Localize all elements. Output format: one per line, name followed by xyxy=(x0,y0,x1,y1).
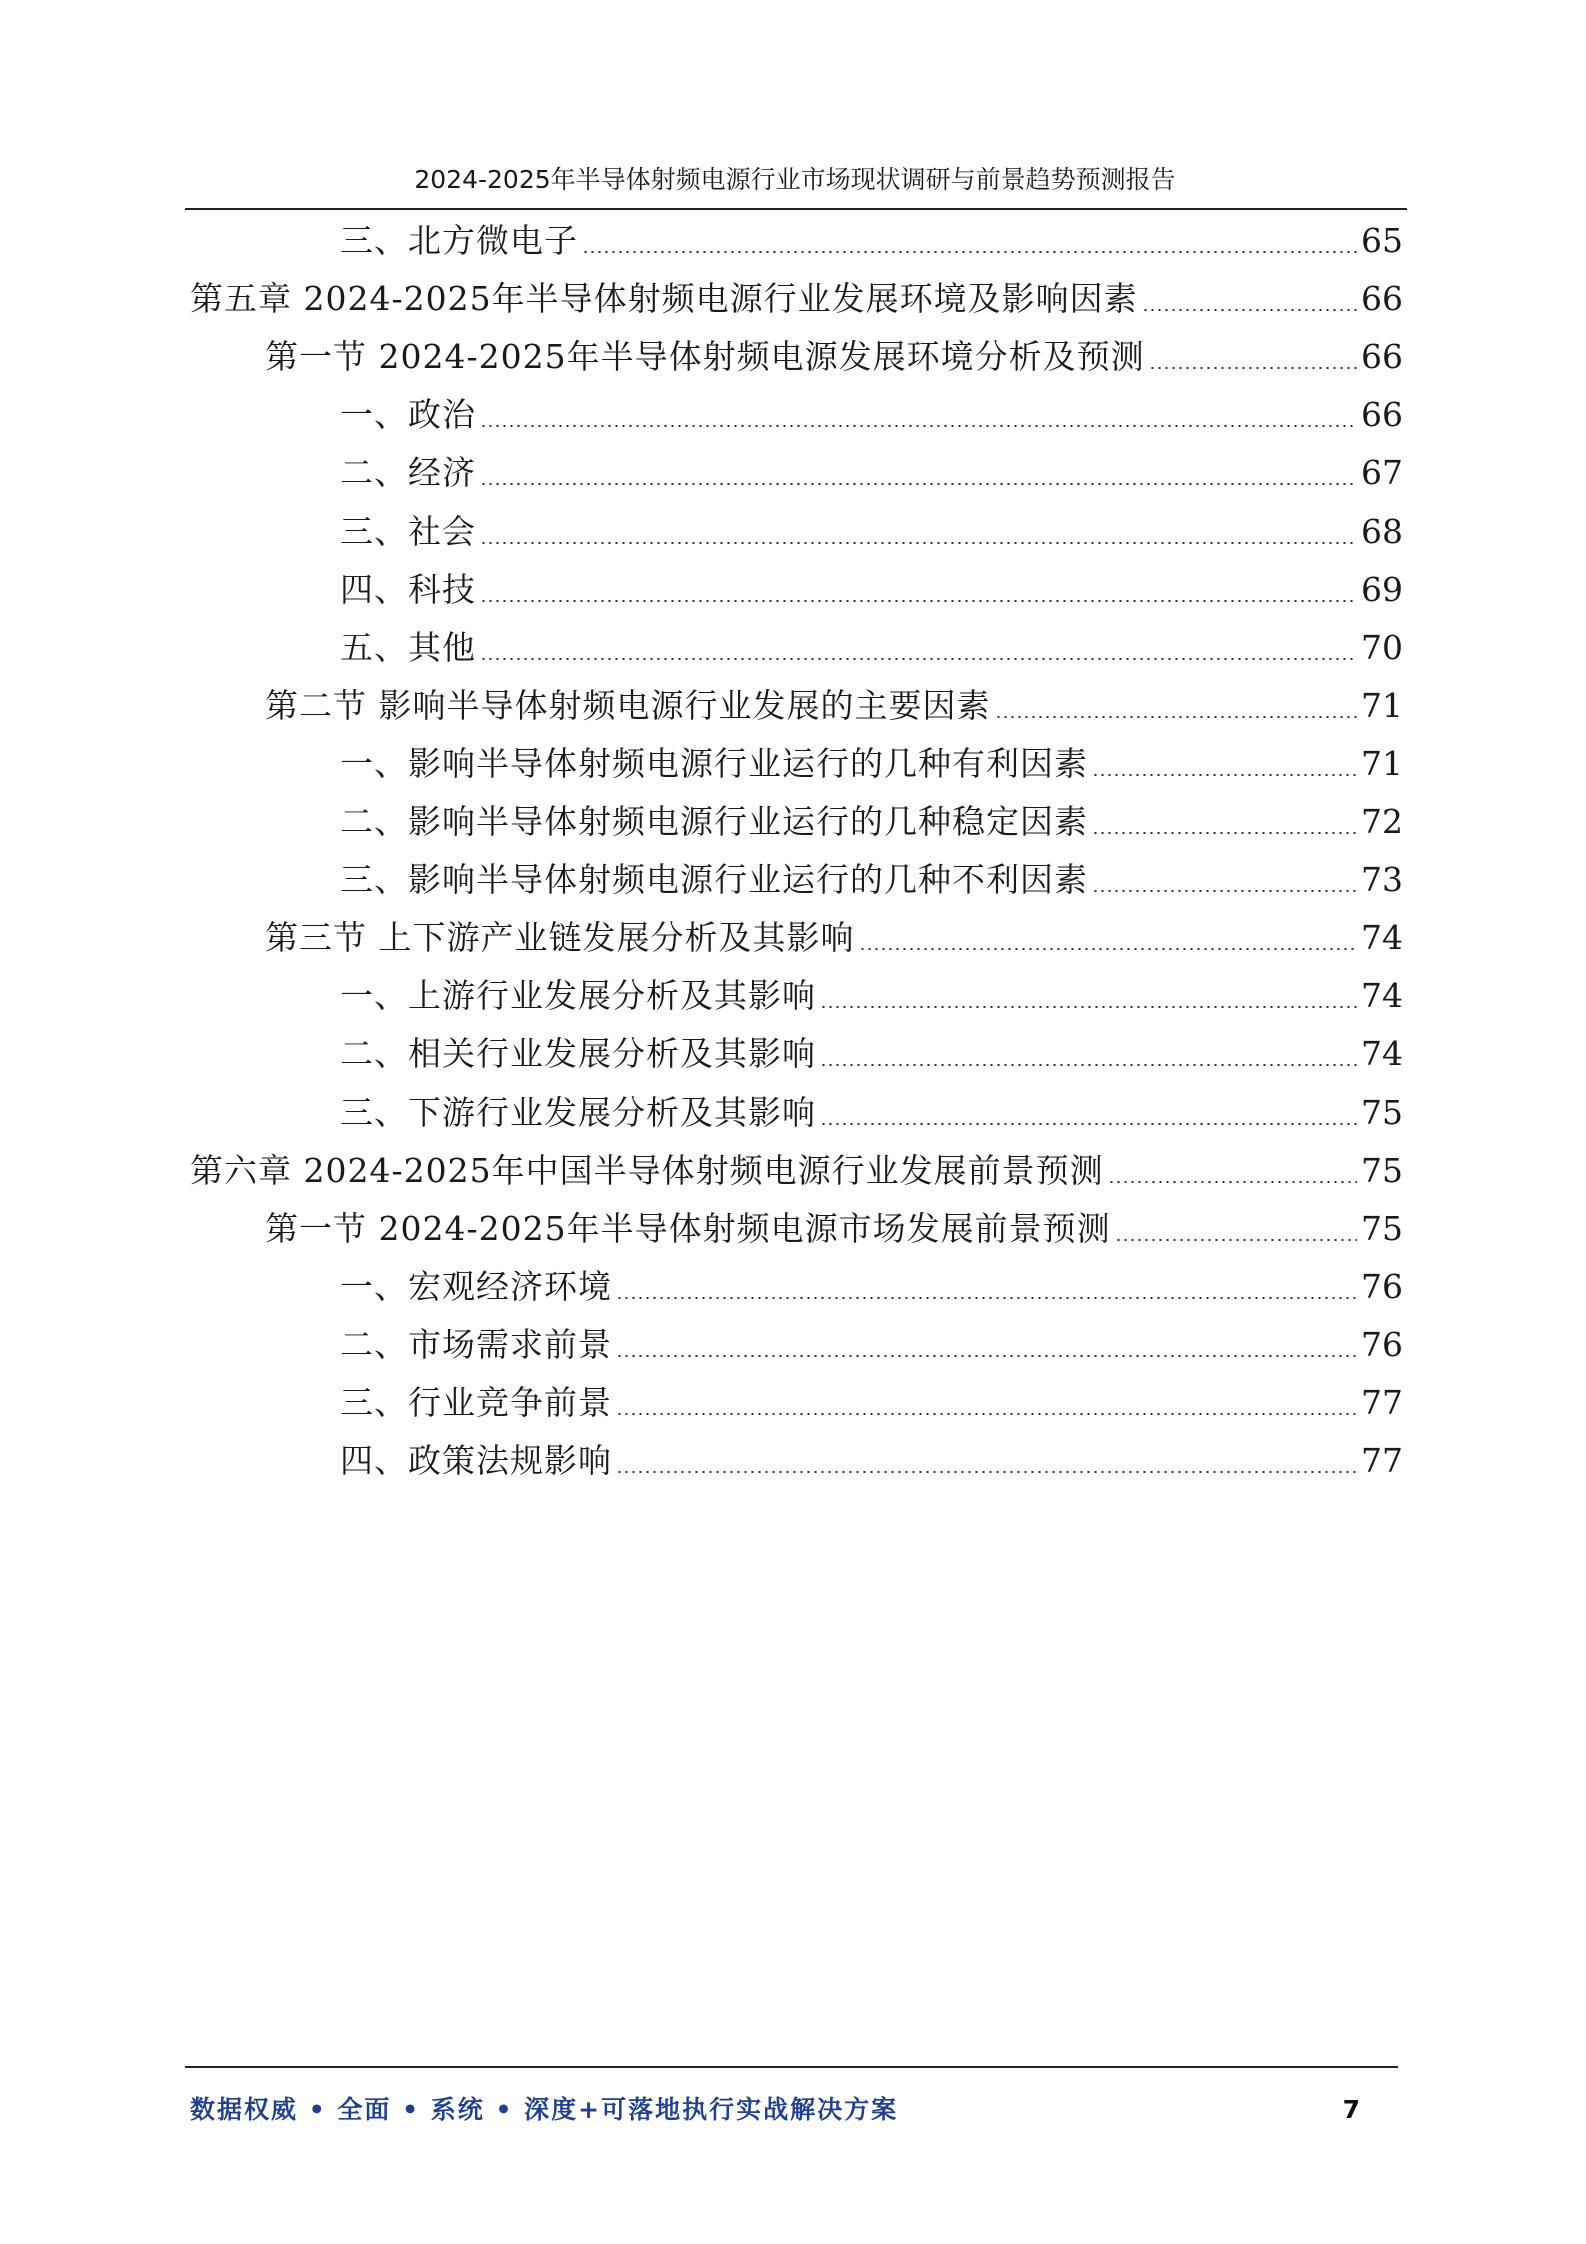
toc-entry[interactable] xyxy=(340,618,1403,678)
toc-entry-page: 69 xyxy=(1361,569,1403,609)
toc-dot-leader xyxy=(1142,309,1357,311)
toc-entry[interactable] xyxy=(340,734,1403,794)
toc-entry-label: 三、北方微电子 xyxy=(340,221,578,260)
toc-dot-leader xyxy=(1115,1239,1357,1241)
toc-dot-leader xyxy=(1092,832,1357,834)
toc-entry-page: 77 xyxy=(1361,1441,1403,1481)
toc-entry[interactable] xyxy=(190,1141,1403,1201)
toc-entry-label: 三、社会 xyxy=(340,511,476,551)
toc-entry-page: 66 xyxy=(1361,395,1403,435)
toc-dot-leader xyxy=(995,716,1358,718)
toc-dot-leader xyxy=(616,1471,1357,1473)
toc-entry-label: 第一节 2024-2025年半导体射频电源市场发展前景预测 xyxy=(265,1208,1111,1248)
header-divider xyxy=(185,208,1407,210)
toc-dot-leader xyxy=(1092,774,1357,776)
toc-entry-label: 四、政策法规影响 xyxy=(340,1441,612,1481)
toc-entry[interactable] xyxy=(340,1431,1403,1491)
toc-entry-page: 75 xyxy=(1361,1092,1403,1132)
toc-entry[interactable] xyxy=(340,792,1403,852)
toc-entry-page: 70 xyxy=(1361,627,1403,667)
toc-entry-page: 66 xyxy=(1361,279,1403,319)
toc-entry-page: 75 xyxy=(1361,1150,1403,1190)
toc-dot-leader xyxy=(480,425,1357,427)
toc-entry[interactable] xyxy=(265,327,1403,387)
toc-entry-label: 第六章 2024-2025年中国半导体射频电源行业发展前景预测 xyxy=(190,1150,1104,1190)
toc-entry[interactable] xyxy=(340,560,1403,620)
toc-entry[interactable] xyxy=(340,850,1403,910)
toc-dot-leader xyxy=(480,658,1357,660)
toc-entry-label: 三、下游行业发展分析及其影响 xyxy=(340,1092,816,1132)
toc-entry-label: 第一节 2024-2025年半导体射频电源发展环境分析及预测 xyxy=(265,337,1145,377)
footer-divider xyxy=(185,2066,1398,2068)
toc-dot-leader xyxy=(480,483,1357,485)
toc-entry-label: 一、影响半导体射频电源行业运行的几种有利因素 xyxy=(340,743,1088,783)
toc-entry-label: 第二节 影响半导体射频电源行业发展的主要因素 xyxy=(265,685,991,725)
toc-dot-leader xyxy=(1149,367,1357,369)
toc-dot-leader xyxy=(820,1064,1357,1066)
toc-dot-leader xyxy=(480,600,1357,602)
toc-entry-page: 73 xyxy=(1361,860,1403,900)
toc-entry-page: 76 xyxy=(1361,1324,1403,1364)
toc-entry-label: 二、影响半导体射频电源行业运行的几种稳定因素 xyxy=(340,802,1088,841)
toc-entry-label: 二、相关行业发展分析及其影响 xyxy=(340,1034,816,1074)
toc-entry-page: 74 xyxy=(1361,976,1403,1016)
toc-entry[interactable] xyxy=(265,908,1403,968)
toc-dot-leader xyxy=(1092,890,1357,892)
toc-entry[interactable] xyxy=(340,1315,1403,1375)
footer-slogan: 数据权威 • 全面 • 系统 • 深度+可落地执行实战解决方案 xyxy=(190,2095,899,2124)
toc-entry[interactable] xyxy=(265,676,1403,736)
toc-dot-leader xyxy=(582,251,1357,253)
toc-entry[interactable] xyxy=(340,502,1403,562)
toc-entry-label: 五、其他 xyxy=(340,627,476,667)
toc-dot-leader xyxy=(859,948,1358,950)
toc-entry-label: 一、上游行业发展分析及其影响 xyxy=(340,976,816,1016)
toc-entry-label: 一、政治 xyxy=(340,395,476,435)
toc-entry-page: 66 xyxy=(1361,337,1403,377)
toc-entry-label: 二、经济 xyxy=(340,453,476,493)
toc-entry-label: 第三节 上下游产业链发展分析及其影响 xyxy=(265,918,855,958)
toc-entry-page: 76 xyxy=(1361,1266,1403,1306)
toc-entry[interactable] xyxy=(340,1373,1403,1433)
toc-entry-label: 四、科技 xyxy=(340,569,476,609)
toc-entry-page: 71 xyxy=(1361,743,1403,783)
toc-entry-page: 68 xyxy=(1361,511,1403,551)
toc-entry-page: 71 xyxy=(1361,685,1403,725)
toc-entry-label: 第五章 2024-2025年半导体射频电源行业发展环境及影响因素 xyxy=(190,279,1138,319)
toc-entry-page: 77 xyxy=(1361,1383,1403,1422)
page-number: 7 xyxy=(1342,2095,1360,2124)
toc-entry[interactable] xyxy=(265,1199,1403,1259)
toc-entry[interactable] xyxy=(190,269,1403,329)
toc-entry-page: 72 xyxy=(1361,802,1403,841)
toc-entry[interactable] xyxy=(340,1257,1403,1317)
toc-entry-label: 三、影响半导体射频电源行业运行的几种不利因素 xyxy=(340,860,1088,900)
toc-entry-label: 三、行业竞争前景 xyxy=(340,1383,612,1422)
toc-dot-leader xyxy=(616,1355,1357,1357)
toc-entry[interactable] xyxy=(340,1083,1403,1143)
toc-entry[interactable] xyxy=(340,211,1403,271)
toc-dot-leader xyxy=(820,1006,1357,1008)
toc-dot-leader xyxy=(480,542,1357,544)
toc-entry-page: 67 xyxy=(1361,453,1403,493)
page-header-title: 2024-2025年半导体射频电源行业市场现状调研与前景趋势预测报告 xyxy=(414,165,1176,194)
toc-dot-leader xyxy=(1108,1181,1357,1183)
toc-entry-page: 75 xyxy=(1361,1208,1403,1248)
toc-entry[interactable] xyxy=(340,966,1403,1026)
toc-entry-label: 一、宏观经济环境 xyxy=(340,1266,612,1306)
toc-dot-leader xyxy=(820,1123,1357,1125)
toc-entry-page: 65 xyxy=(1361,221,1403,260)
toc-entry-page: 74 xyxy=(1361,918,1403,958)
toc-entry[interactable] xyxy=(340,385,1403,445)
toc-entry-label: 二、市场需求前景 xyxy=(340,1324,612,1364)
toc-entry[interactable] xyxy=(340,1024,1403,1084)
toc-entry-page: 74 xyxy=(1361,1034,1403,1074)
toc-dot-leader xyxy=(616,1413,1357,1415)
toc-dot-leader xyxy=(616,1297,1357,1299)
toc-entry[interactable] xyxy=(340,443,1403,503)
